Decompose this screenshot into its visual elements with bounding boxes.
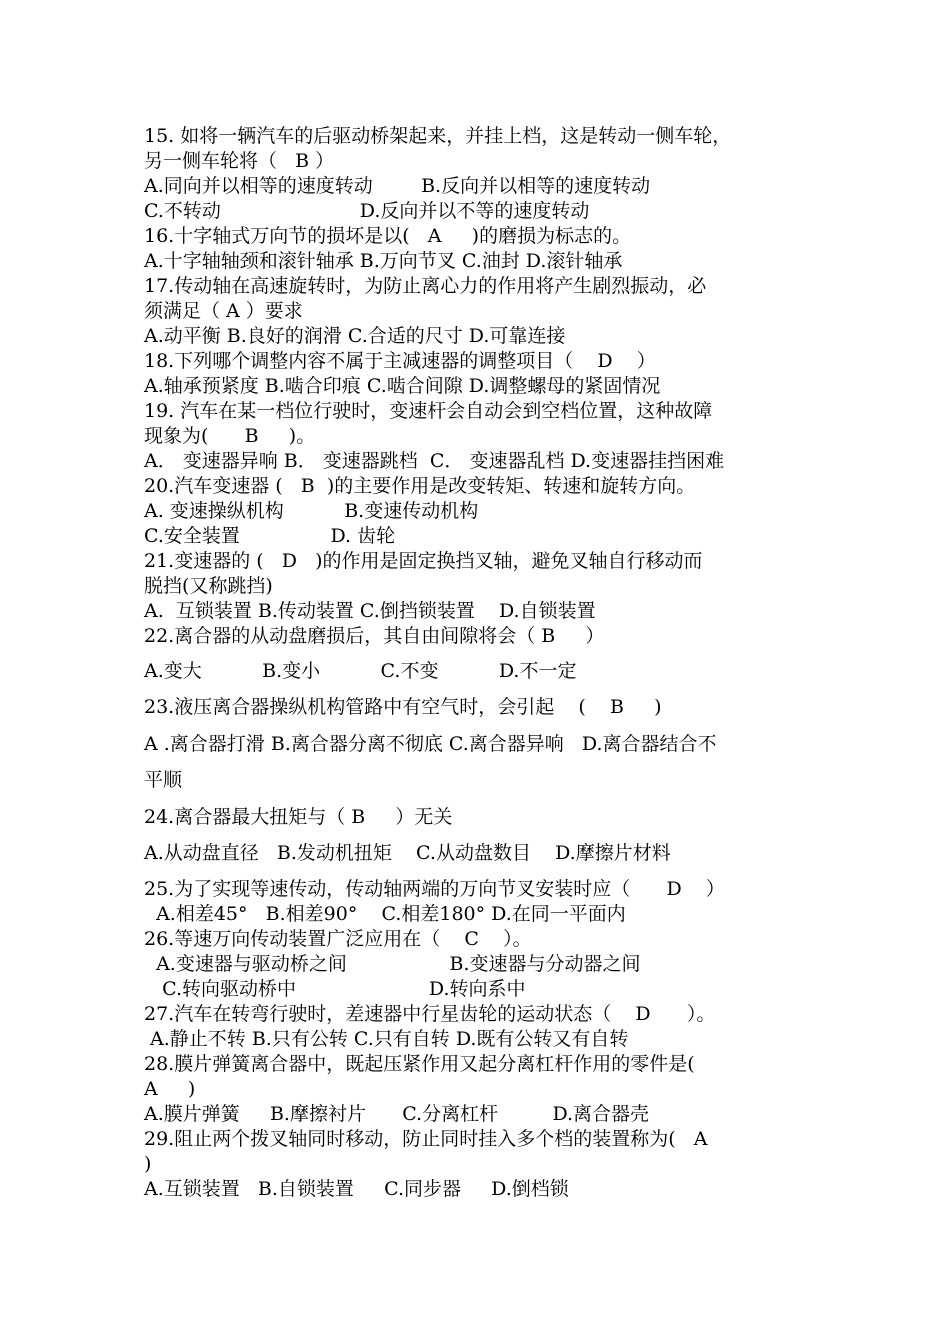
- q15-options-cd: C.不转动 D.反向并以不等的速度转动: [144, 200, 590, 222]
- q25-stem: 25.为了实现等速传动，传动轴两端的万向节叉安装时应（ D ）: [144, 878, 725, 900]
- q20-options-ab: A. 变速操纵机构 B.变速传动机构: [144, 500, 479, 522]
- q23-options-line1: A .离合器打滑 B.离合器分离不彻底 C.离合器异响 D.离合器结合不: [144, 733, 717, 755]
- q15-stem-line1: 15. 如将一辆汽车的后驱动桥架起来，并挂上档，这是转动一侧车轮，: [144, 125, 732, 147]
- q24-stem: 24.离合器最大扭矩与（ B ）无关: [144, 806, 453, 828]
- q16-options: A.十字轴轴颈和滚针轴承 B.万向节叉 C.油封 D.滚针轴承: [144, 250, 623, 272]
- q19-stem-line1: 19. 汽车在某一档位行驶时，变速杆会自动会到空档位置，这种故障: [144, 400, 713, 422]
- q15-stem-line2: 另一侧车轮将（ B ）: [144, 150, 335, 172]
- q15-options-ab: A.同向并以相等的速度转动 B.反向并以相等的速度转动: [144, 175, 651, 197]
- q22-stem: 22.离合器的从动盘磨损后，其自由间隙将会（ B ）: [144, 625, 605, 647]
- q29-options: A.互锁装置 B.自锁装置 C.同步器 D.倒档锁: [144, 1178, 569, 1200]
- q23-options-line2: 平顺: [144, 769, 183, 791]
- q21-options: A. 互锁装置 B.传动装置 C.倒挡锁装置 D.自锁装置: [144, 600, 596, 622]
- q27-options: A.静止不转 B.只有公转 C.只有自转 D.既有公转又有自转: [144, 1028, 629, 1050]
- q22-options: A.变大 B.变小 C.不变 D.不一定: [144, 660, 577, 682]
- q19-stem-line2: 现象为( B )。: [144, 425, 316, 447]
- q27-stem: 27.汽车在转弯行驶时，差速器中行星齿轮的运动状态（ D ）。: [144, 1003, 716, 1025]
- q28-stem-line2: A ): [144, 1078, 196, 1100]
- q17-options: A.动平衡 B.良好的润滑 C.合适的尺寸 D.可靠连接: [144, 325, 566, 347]
- q25-options: A.相差45° B.相差90° C.相差180° D.在同一平面内: [144, 903, 626, 925]
- q16-stem: 16.十字轴式万向节的损坏是以( A )的磨损为标志的。: [144, 225, 632, 247]
- q28-options: A.膜片弹簧 B.摩擦衬片 C.分离杠杆 D.离合器壳: [144, 1103, 650, 1125]
- q28-stem-line1: 28.膜片弹簧离合器中，既起压紧作用又起分离杠杆作用的零件是(: [144, 1053, 695, 1075]
- q19-options: A． 变速器异响 B． 变速器跳档 C． 变速器乱档 D.变速器挂挡困难: [144, 450, 725, 472]
- q29-stem-line2: ): [144, 1153, 152, 1175]
- q26-stem: 26.等速万向传动装置广泛应用在（ C ）。: [144, 928, 532, 950]
- q17-stem-line1: 17.传动轴在高速旋转时，为防止离心力的作用将产生剧烈振动，必: [144, 275, 707, 297]
- q29-stem-line1: 29.阻止两个拨叉轴同时移动，防止同时挂入多个档的装置称为( A: [144, 1128, 708, 1150]
- q23-stem: 23.液压离合器操纵机构管路中有空气时，会引起 ( B ): [144, 696, 662, 718]
- q18-options: A.轴承预紧度 B.啮合印痕 C.啮合间隙 D.调整螺母的紧固情况: [144, 375, 661, 397]
- q26-options-ab: A.变速器与驱动桥之间 B.变速器与分动器之间: [144, 953, 641, 975]
- q18-stem: 18.下列哪个调整内容不属于主减速器的调整项目（ D ）: [144, 350, 656, 372]
- q17-stem-line2: 须满足（ A ）要求: [144, 300, 303, 322]
- q21-stem-line2: 脱挡(又称跳挡): [144, 575, 273, 597]
- q20-stem: 20.汽车变速器 ( B )的主要作用是改变转矩、转速和旋转方向。: [144, 475, 696, 497]
- q21-stem-line1: 21.变速器的 ( D )的作用是固定换挡叉轴，避免叉轴自行移动而: [144, 550, 703, 572]
- q26-options-cd: C.转向驱动桥中 D.转向系中: [144, 978, 526, 1000]
- q24-options: A.从动盘直径 B.发动机扭矩 C.从动盘数目 D.摩擦片材料: [144, 842, 671, 864]
- q20-options-cd: C.安全装置 D. 齿轮: [144, 525, 396, 547]
